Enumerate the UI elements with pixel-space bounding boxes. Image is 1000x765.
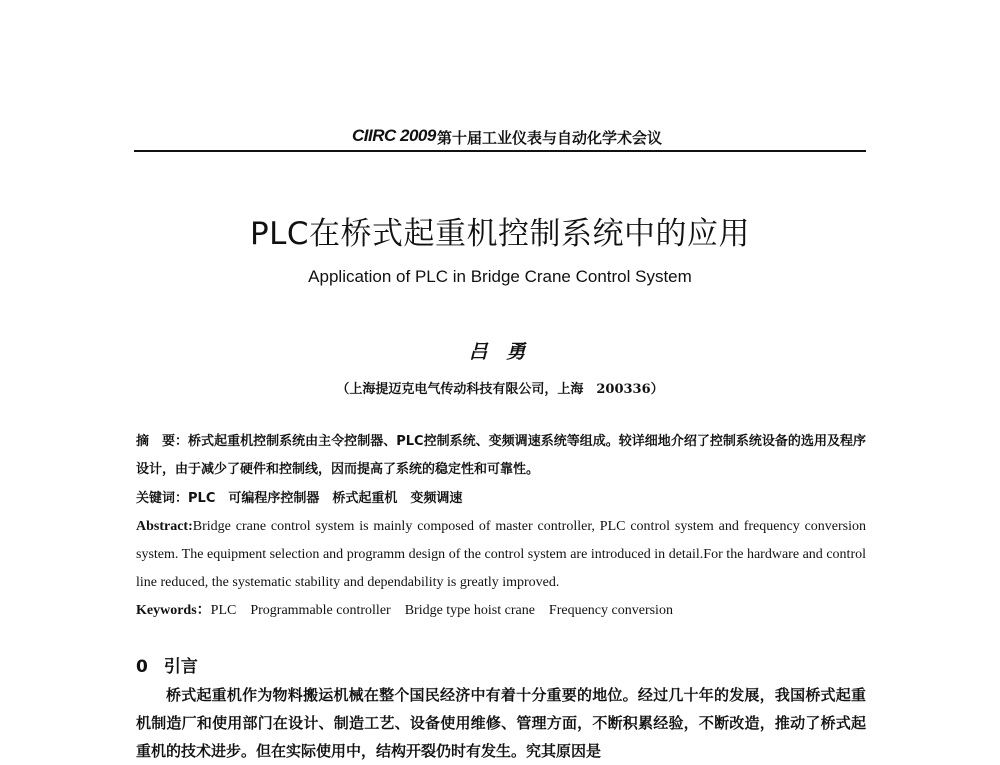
keywords-english-text: PLC Programmable controller Bridge type hoist crane Frequency conversion (210, 603, 673, 618)
section-heading (136, 652, 198, 677)
paper-title-english: Application of PLC in Bridge Crane Control System (308, 267, 692, 286)
author-affiliation: （上海提迈克电气传动科技有限公司，上海 200336） (336, 382, 664, 397)
paper-title-chinese: PLC在桥式起重机控制系统中的应用 (249, 216, 751, 252)
section-title: 引言 (163, 657, 198, 677)
abstract-english (136, 513, 866, 597)
keywords-chinese-text: PLC 可编程序控制器 桥式起重机 变频调速 (188, 491, 463, 506)
author-name: 吕 勇 (468, 341, 532, 363)
keywords-english-label: Keywords： (136, 603, 211, 618)
abstract-chinese-text: 桥式起重机控制系统由主令控制器、PLC控制系统、变频调速系统等组成。较详细地介绍了控制系统设备的选用及程序设计，由于减少了硬件和控制线，因而提高了系统的稳定性和可靠性。 (136, 434, 866, 477)
abstract-english-label: Abstract: (136, 519, 193, 534)
keywords-english (136, 597, 866, 625)
abstract-english-text: Bridge crane control system is mainly composed of master controller, PLC control system and frequency conversion system. The equipment selection and programm design of the control system are introduced in detail.For the hardware and control line reduced, the systematic stability and dependability is greatly improved. (136, 519, 866, 590)
abstract-chinese (136, 428, 866, 484)
section-number: 0 (136, 657, 148, 677)
abstract-chinese-label: 摘 要： (136, 434, 189, 449)
page-header (134, 124, 866, 154)
conference-logo: CIIRC 2009 (352, 126, 436, 145)
keywords-chinese-label: 关键词： (136, 491, 189, 506)
header-rule (134, 150, 866, 152)
section-body-paragraph: 桥式起重机作为物料搬运机械在整个国民经济中有着十分重要的地位。经过几十年的发展，我国桥式起重机制造厂和使用部门在设计、制造工艺、设备使用维修、管理方面，不断积累经验，不断改造，推动了桥式起重机的技术进步。但在实际使用中，结构开裂仍时有发生。究其原因是 (136, 686, 866, 760)
conference-title: 第十届工业仪表与自动化学术会议 (437, 129, 663, 147)
keywords-chinese (136, 485, 866, 513)
